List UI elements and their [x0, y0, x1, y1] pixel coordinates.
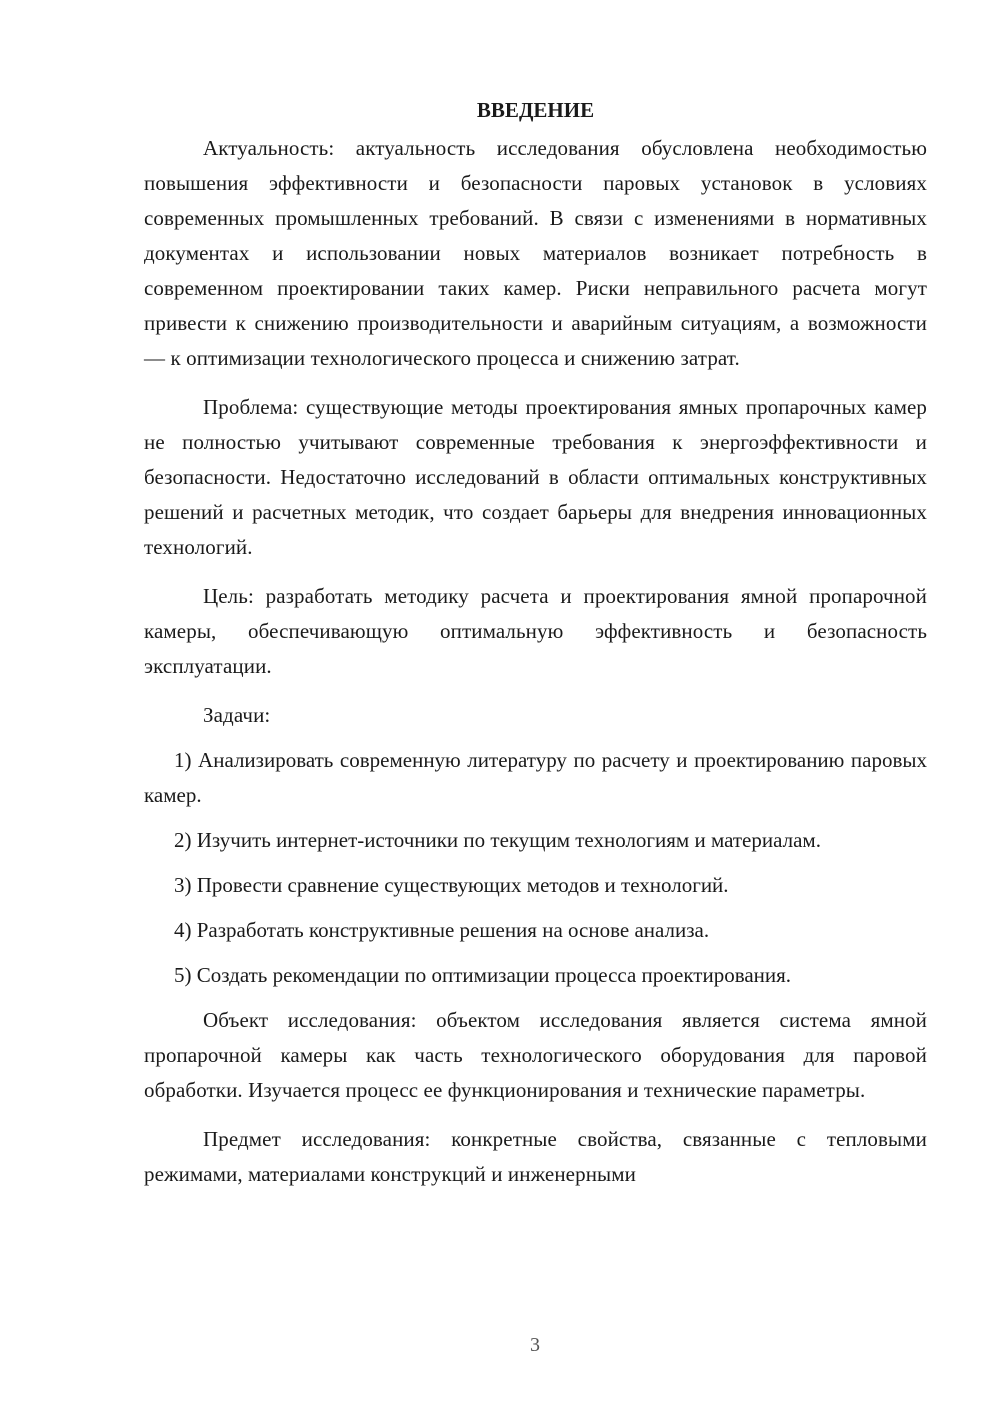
task-item-3: 3) Провести сравнение существующих методов и технологий.: [174, 873, 729, 897]
goal-paragraph: Цель: разработать методику расчета и проектирования ямной пропарочной камеры, обеспечивающую оптимальную эффективность и безопасность эксплуатации.: [144, 584, 927, 678]
task-item-4: 4) Разработать конструктивные решения на основе анализа.: [174, 918, 710, 942]
object-paragraph: Объект исследования: объектом исследования является система ямной пропарочной камеры как часть технологического оборудования для паровой обработки. Изучается процесс ее функционирования и технические параметры.: [144, 1008, 927, 1102]
task-item-5: 5) Создать рекомендации по оптимизации процесса проектирования.: [174, 963, 792, 987]
problem-paragraph: Проблема: существующие методы проектирования ямных пропарочных камер не полностью учитывают современные требования к энергоэффективности и безопасности. Недостаточно исследований в области оптимальных конструктивных решений и расчетных методик, что создает барьеры для внедрения инновационных технологий.: [144, 395, 927, 559]
tasks-label: Задачи:: [203, 703, 271, 727]
task-item-2: 2) Изучить интернет-источники по текущим технологиям и материалам.: [174, 828, 821, 852]
page-content: [144, 94, 927, 1206]
relevance-paragraph: Актуальность: актуальность исследования обусловлена необходимостью повышения эффективности и безопасности паровых установок в условиях современных промышленных требований. В связи с изменениями в нормативных документах и использовании новых материалов возникает потребность в современном проектировании таких камер. Риски неправильного расчета могут привести к снижению производительности и аварийным ситуациям, а возможности — к оптимизации технологического процесса и снижению затрат.: [144, 136, 927, 370]
task-item-1: 1) Анализировать современную литературу по расчету и проектированию паровых камер.: [144, 748, 927, 807]
section-heading: ВВЕДЕНИЕ: [476, 98, 595, 122]
page-number: 3: [530, 1334, 540, 1356]
subject-paragraph: Предмет исследования: конкретные свойства, связанные с тепловыми режимами, материалами конструкций и инженерными: [144, 1127, 927, 1186]
